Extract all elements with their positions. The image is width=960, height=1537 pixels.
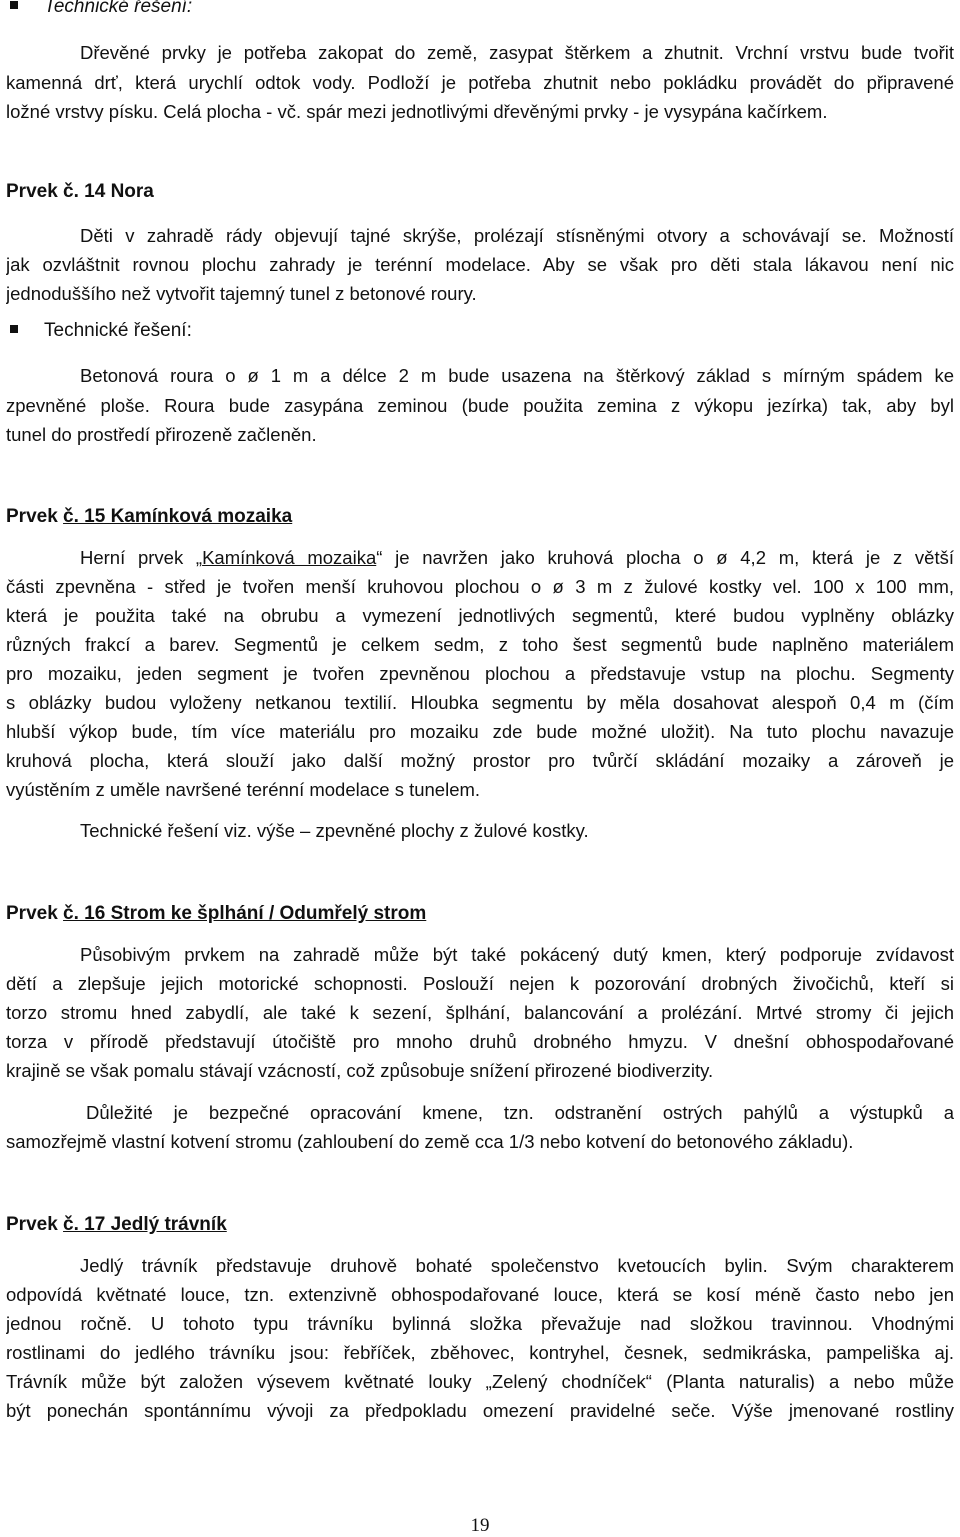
heading-title: č. 14 Nora: [63, 181, 154, 202]
paragraph-line: zpevněné ploše. Roura bude zasypána zeminou (bude použita zemina z výkopu jezírka) tak, aby byl: [6, 395, 954, 416]
paragraph-line: [80, 547, 954, 569]
paragraph-line: jednoduššího než vytvořit tajemný tunel z betonové roury.: [6, 283, 477, 304]
paragraph-line: Trávník může být založen výsevem květnaté louky „Zelený chodníček“ (Planta naturalis) a nebo může: [6, 1371, 954, 1392]
paragraph-line: která je použita také na obrubu a vymezení jednotlivých segmentů, které budou vyplněny oblázky: [6, 605, 954, 626]
paragraph-line: Betonová roura o ø 1 m a délce 2 m bude usazena na štěrkový základ s mírným spádem ke: [80, 365, 954, 386]
section-heading-nora: [6, 180, 154, 204]
underlined-term: Kamínková mozaika: [202, 547, 377, 568]
paragraph-line: Děti v zahradě rády objevují tajné skrýše, prolézají stísněnými otvory a schovávají se. Možností: [80, 225, 954, 246]
paragraph-line: samozřejmě vlastní kotvení stromu (zahloubení do země cca 1/3 nebo kotvení do betonového základu).: [6, 1131, 854, 1152]
paragraph-line: krajině se však pomalu stávají vzácností, což způsobuje snížení přirozené biodiverzity.: [6, 1060, 714, 1081]
section-heading-strom: [6, 902, 426, 926]
heading-title: č. 16 Strom ke šplhání / Odumřelý strom: [63, 903, 427, 924]
paragraph-line: vyústěním z uměle navršené terénní modelace s tunelem.: [6, 779, 481, 800]
paragraph-line: pro mozaiku, jeden segment je tvořen zpevněnou plochou a představuje vstup na plochu. Segmenty: [6, 663, 954, 684]
text-span: Herní prvek „: [80, 547, 203, 568]
paragraph-line: části zpevněna - střed je tvořen menší kruhovou plochou o ø 3 m z žulové kostky vel. 100 x 100 mm,: [6, 576, 954, 597]
bullet-label: Technické řešení:: [44, 320, 192, 341]
paragraph-line: jak ozvláštnit rovnou plochu zahrady je terénní modelace. Aby se však pro děti stala lákavou není nic: [6, 254, 954, 275]
heading-title: č. 15 Kamínková mozaika: [63, 506, 293, 527]
heading-title: č. 17 Jedlý trávník: [63, 1214, 227, 1235]
heading-prefix: Prvek: [6, 1214, 64, 1235]
paragraph-line: ložné vrstvy písku. Celá plocha - vč. spár mezi jednotlivými dřevěnými prvky - je vysypána kačírkem.: [6, 101, 828, 122]
heading-prefix: Prvek: [6, 903, 64, 924]
paragraph-line: s oblázky budou vyloženy netkanou textilií. Hloubka segmentu by měla dosahovat alespoň 0,4 m (čím: [6, 692, 954, 713]
heading-prefix: Prvek: [6, 506, 64, 527]
section-heading-mozaika: [6, 505, 292, 529]
paragraph-line: být ponechán spontánnímu vývoji za předpokladu omezení pravidelné seče. Výše jmenované rostliny: [6, 1400, 954, 1421]
page-number: 19: [470, 1515, 490, 1536]
paragraph-line: jednou ročně. U tohoto typu trávníku bylinná složka převažuje nad složkou travinnou. Vhodnými: [6, 1313, 954, 1334]
paragraph-line: Důležité je bezpečné opracování kmene, tzn. odstranění ostrých pahýlů a výstupků a: [86, 1102, 954, 1123]
paragraph-line: kamenná drť, která urychlí odtok vody. Podloží je potřeba zhutnit nebo pokládku provádět do připravené: [6, 72, 954, 93]
paragraph-line: rostlinami do jedlého trávníku jsou: řebříček, zběhovec, kontryhel, česnek, sedmikráska, pampeliška aj.: [6, 1342, 954, 1363]
paragraph-line: různých frakcí a barev. Segmentů je celkem sedm, z toho šest segmentů bude naplněno materiálem: [6, 634, 954, 655]
tech-note: Technické řešení viz. výše – zpevněné plochy z žulové kostky.: [80, 820, 589, 841]
heading-prefix: Prvek: [6, 181, 64, 202]
paragraph-line: tunel do prostředí přirozeně začleněn.: [6, 424, 317, 445]
paragraph-line: torzo stromu hned zabydlí, ale také k sezení, šplhání, balancování a prolézání. Mrtvé stromy či jejich: [6, 1002, 954, 1023]
paragraph-line: kruhová plocha, která slouží jako další možný prostor pro tvůrčí skládání mozaiky a zároveň je: [6, 750, 954, 771]
tech-solution-bullet-top: [6, 0, 192, 19]
bullet-square-icon: [10, 1, 18, 9]
section-heading-travnik: [6, 1213, 227, 1237]
paragraph-line: Dřevěné prvky je potřeba zakopat do země, zasypat štěrkem a zhutnit. Vrchní vrstvu bude tvořit: [80, 42, 954, 63]
paragraph-line: Působivým prvkem na zahradě může být také pokácený dutý kmen, který podporuje zvídavost: [80, 944, 954, 965]
text-span: “ je navržen jako kruhová plocha o ø 4,2 m, která je z větší: [376, 547, 954, 568]
bullet-square-icon: [10, 325, 18, 333]
tech-solution-bullet-nora: [6, 319, 192, 343]
paragraph-line: hlubší výkop bude, tím více materiálu pro mozaiku zde bude možné uložit). Na tuto plochu navazuje: [6, 721, 954, 742]
paragraph-line: torza v přírodě představují útočiště pro mnoho druhů drobného hmyzu. V dnešní obhospodařované: [6, 1031, 954, 1052]
bullet-label: Technické řešení:: [44, 0, 193, 17]
paragraph-line: Jedlý trávník představuje druhově bohaté společenstvo kvetoucích bylin. Svým charakterem: [80, 1255, 954, 1276]
paragraph-line: dětí a zlepšuje jejich motorické schopnosti. Poslouží nejen k pozorování drobných živočichů, kteří si: [6, 973, 954, 994]
paragraph-line: odpovídá květnaté louce, tzn. extenzivně obhospodařované louce, která se kosí méně často nebo jen: [6, 1284, 954, 1305]
